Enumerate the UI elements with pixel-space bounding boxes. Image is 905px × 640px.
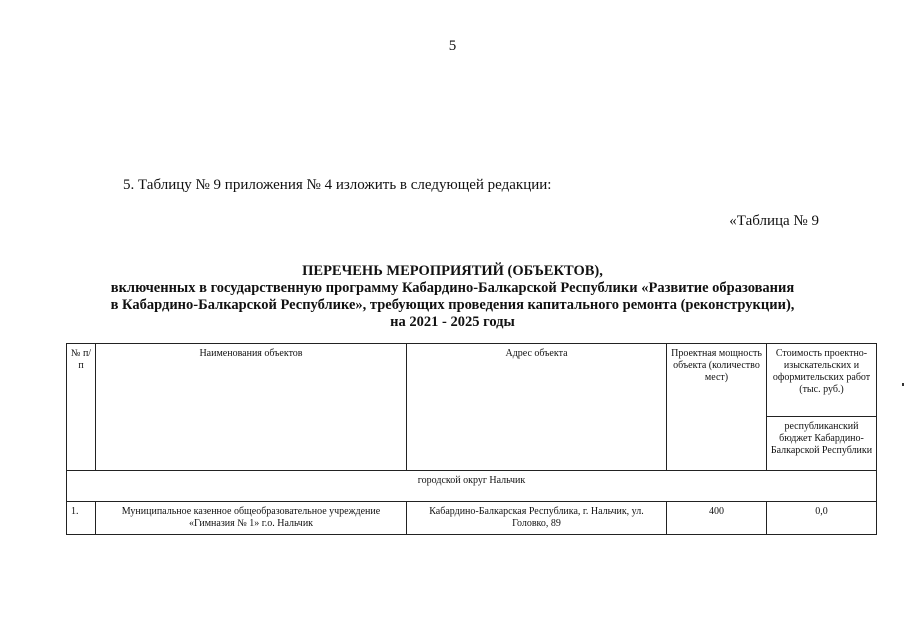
row-capacity: 400 — [667, 502, 767, 535]
row-budget: 0,0 — [767, 502, 877, 535]
table-row — [67, 502, 877, 535]
header-name: Наименования объектов — [96, 344, 407, 471]
header-budget: республиканский бюджет Кабардино-Балкарской Республики — [767, 417, 877, 471]
table-header-row — [67, 344, 877, 417]
row-address: Кабардино-Балкарская Республика, г. Нальчик, ул. Головко, 89 — [407, 502, 667, 535]
header-capacity: Проектная мощность объекта (количество мест) — [667, 344, 767, 471]
scan-speck — [902, 383, 904, 386]
heading-line-1: ПЕРЕЧЕНЬ МЕРОПРИЯТИЙ (ОБЪЕКТОВ), — [302, 263, 603, 279]
instruction-text: 5. Таблицу № 9 приложения № 4 изложить в следующей редакции: — [123, 177, 552, 193]
row-num: 1. — [67, 502, 96, 535]
objects-table — [66, 343, 877, 535]
document-heading — [0, 263, 905, 331]
table-label: «Таблица № 9 — [729, 213, 819, 229]
heading-line-3: в Кабардино-Балкарской Республике», требующих проведения капитального ремонта (реконструкции), — [110, 297, 795, 313]
region-row — [67, 471, 877, 502]
header-cost: Стоимость проектно-изыскательских и оформительских работ (тыс. руб.) — [767, 344, 877, 417]
page-number: 5 — [448, 38, 457, 54]
heading-line-4: на 2021 - 2025 годы — [390, 314, 515, 330]
heading-line-2: включенных в государственную программу Кабардино-Балкарской Республики «Развитие образования — [110, 280, 795, 296]
header-num: № п/п — [67, 344, 96, 471]
row-name: Муниципальное казенное общеобразовательное учреждение «Гимназия № 1» г.о. Нальчик — [96, 502, 407, 535]
region-label: городской округ Нальчик — [67, 471, 877, 502]
header-address: Адрес объекта — [407, 344, 667, 471]
